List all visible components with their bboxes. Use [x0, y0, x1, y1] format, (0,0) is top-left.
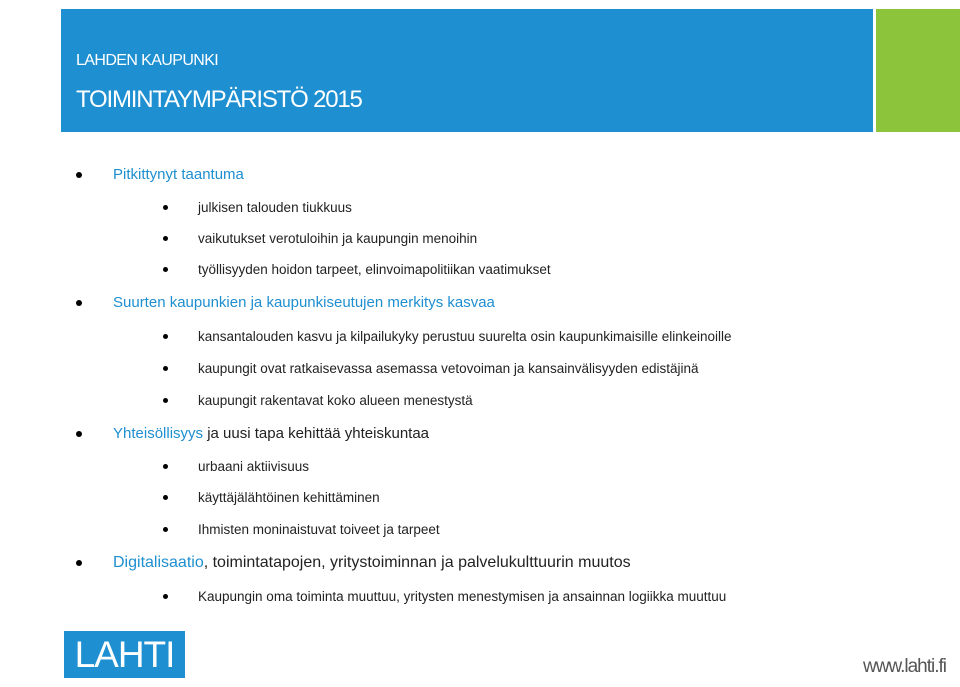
section-heading-highlight: Digitalisaatio	[113, 554, 204, 571]
header-accent-block	[876, 9, 960, 132]
bullet-icon	[163, 236, 168, 241]
list-item-text: Ihmisten moninaistuvat toiveet ja tarpeet	[198, 522, 440, 537]
bullet-icon	[163, 464, 168, 469]
list-item	[198, 359, 699, 379]
section-heading	[113, 293, 495, 313]
list-item-text: urbaani aktiivisuus	[198, 459, 310, 474]
bullet-icon	[163, 495, 168, 500]
list-item-text: työllisyyden hoidon tarpeet, elinvoimapolitiikan vaatimukset	[198, 262, 551, 277]
list-item-text: julkisen talouden tiukkuus	[198, 200, 352, 215]
bullet-icon	[163, 398, 168, 403]
bullet-icon	[163, 334, 168, 339]
section-heading-text: Suurten kaupunkien ja kaupunkiseutujen merkitys kasvaa	[113, 294, 495, 311]
section-heading-text: Pitkittynyt taantuma	[113, 166, 244, 183]
list-item-text: kansantalouden kasvu ja kilpailukyky perustuu suurelta osin kaupunkimaisille elinkeinoille	[198, 329, 732, 344]
section-heading	[113, 553, 631, 573]
list-item	[198, 457, 309, 477]
bullet-icon	[76, 560, 82, 566]
bullet-icon	[76, 431, 82, 437]
section-heading	[113, 165, 244, 185]
page-title: TOIMINTAYMPÄRISTÖ 2015	[76, 86, 362, 113]
section-heading-highlight: Yhteisöllisyys	[113, 425, 204, 442]
list-item-text: kaupungit rakentavat koko alueen menestystä	[198, 393, 473, 408]
lahti-logo	[64, 631, 185, 678]
list-item	[198, 327, 732, 347]
bullet-icon	[163, 267, 168, 272]
website-url: www.lahti.fi	[863, 656, 947, 677]
section-heading-text: , toimintatapojen, yritystoiminnan ja palvelukulttuurin muutos	[203, 554, 631, 571]
bullet-icon	[76, 172, 82, 178]
list-item	[198, 520, 440, 540]
list-item	[198, 488, 380, 508]
list-item	[198, 229, 477, 249]
list-item-text: vaikutukset verotuloihin ja kaupungin menoihin	[198, 231, 478, 246]
list-item-text: kaupungit ovat ratkaisevassa asemassa vetovoiman ja kansainvälisyyden edistäjinä	[198, 361, 699, 376]
list-item-text: Kaupungin oma toiminta muuttuu, yritysten menestymisen ja ansainnan logiikka muuttuu	[198, 589, 727, 604]
list-item-text: käyttäjälähtöinen kehittäminen	[198, 490, 380, 505]
bullet-icon	[163, 205, 168, 210]
list-item	[198, 198, 352, 218]
list-item	[198, 587, 726, 607]
bullet-icon	[163, 366, 168, 371]
organization-name: LAHDEN KAUPUNKI	[76, 52, 219, 69]
list-item	[198, 391, 473, 411]
list-item	[198, 260, 551, 280]
bullet-icon	[163, 594, 168, 599]
bullet-icon	[163, 527, 168, 532]
section-heading-text: ja uusi tapa kehittää yhteiskuntaa	[203, 425, 430, 442]
section-heading	[113, 424, 429, 444]
bullet-icon	[76, 300, 82, 306]
logo-text: LAHTI	[74, 634, 175, 675]
